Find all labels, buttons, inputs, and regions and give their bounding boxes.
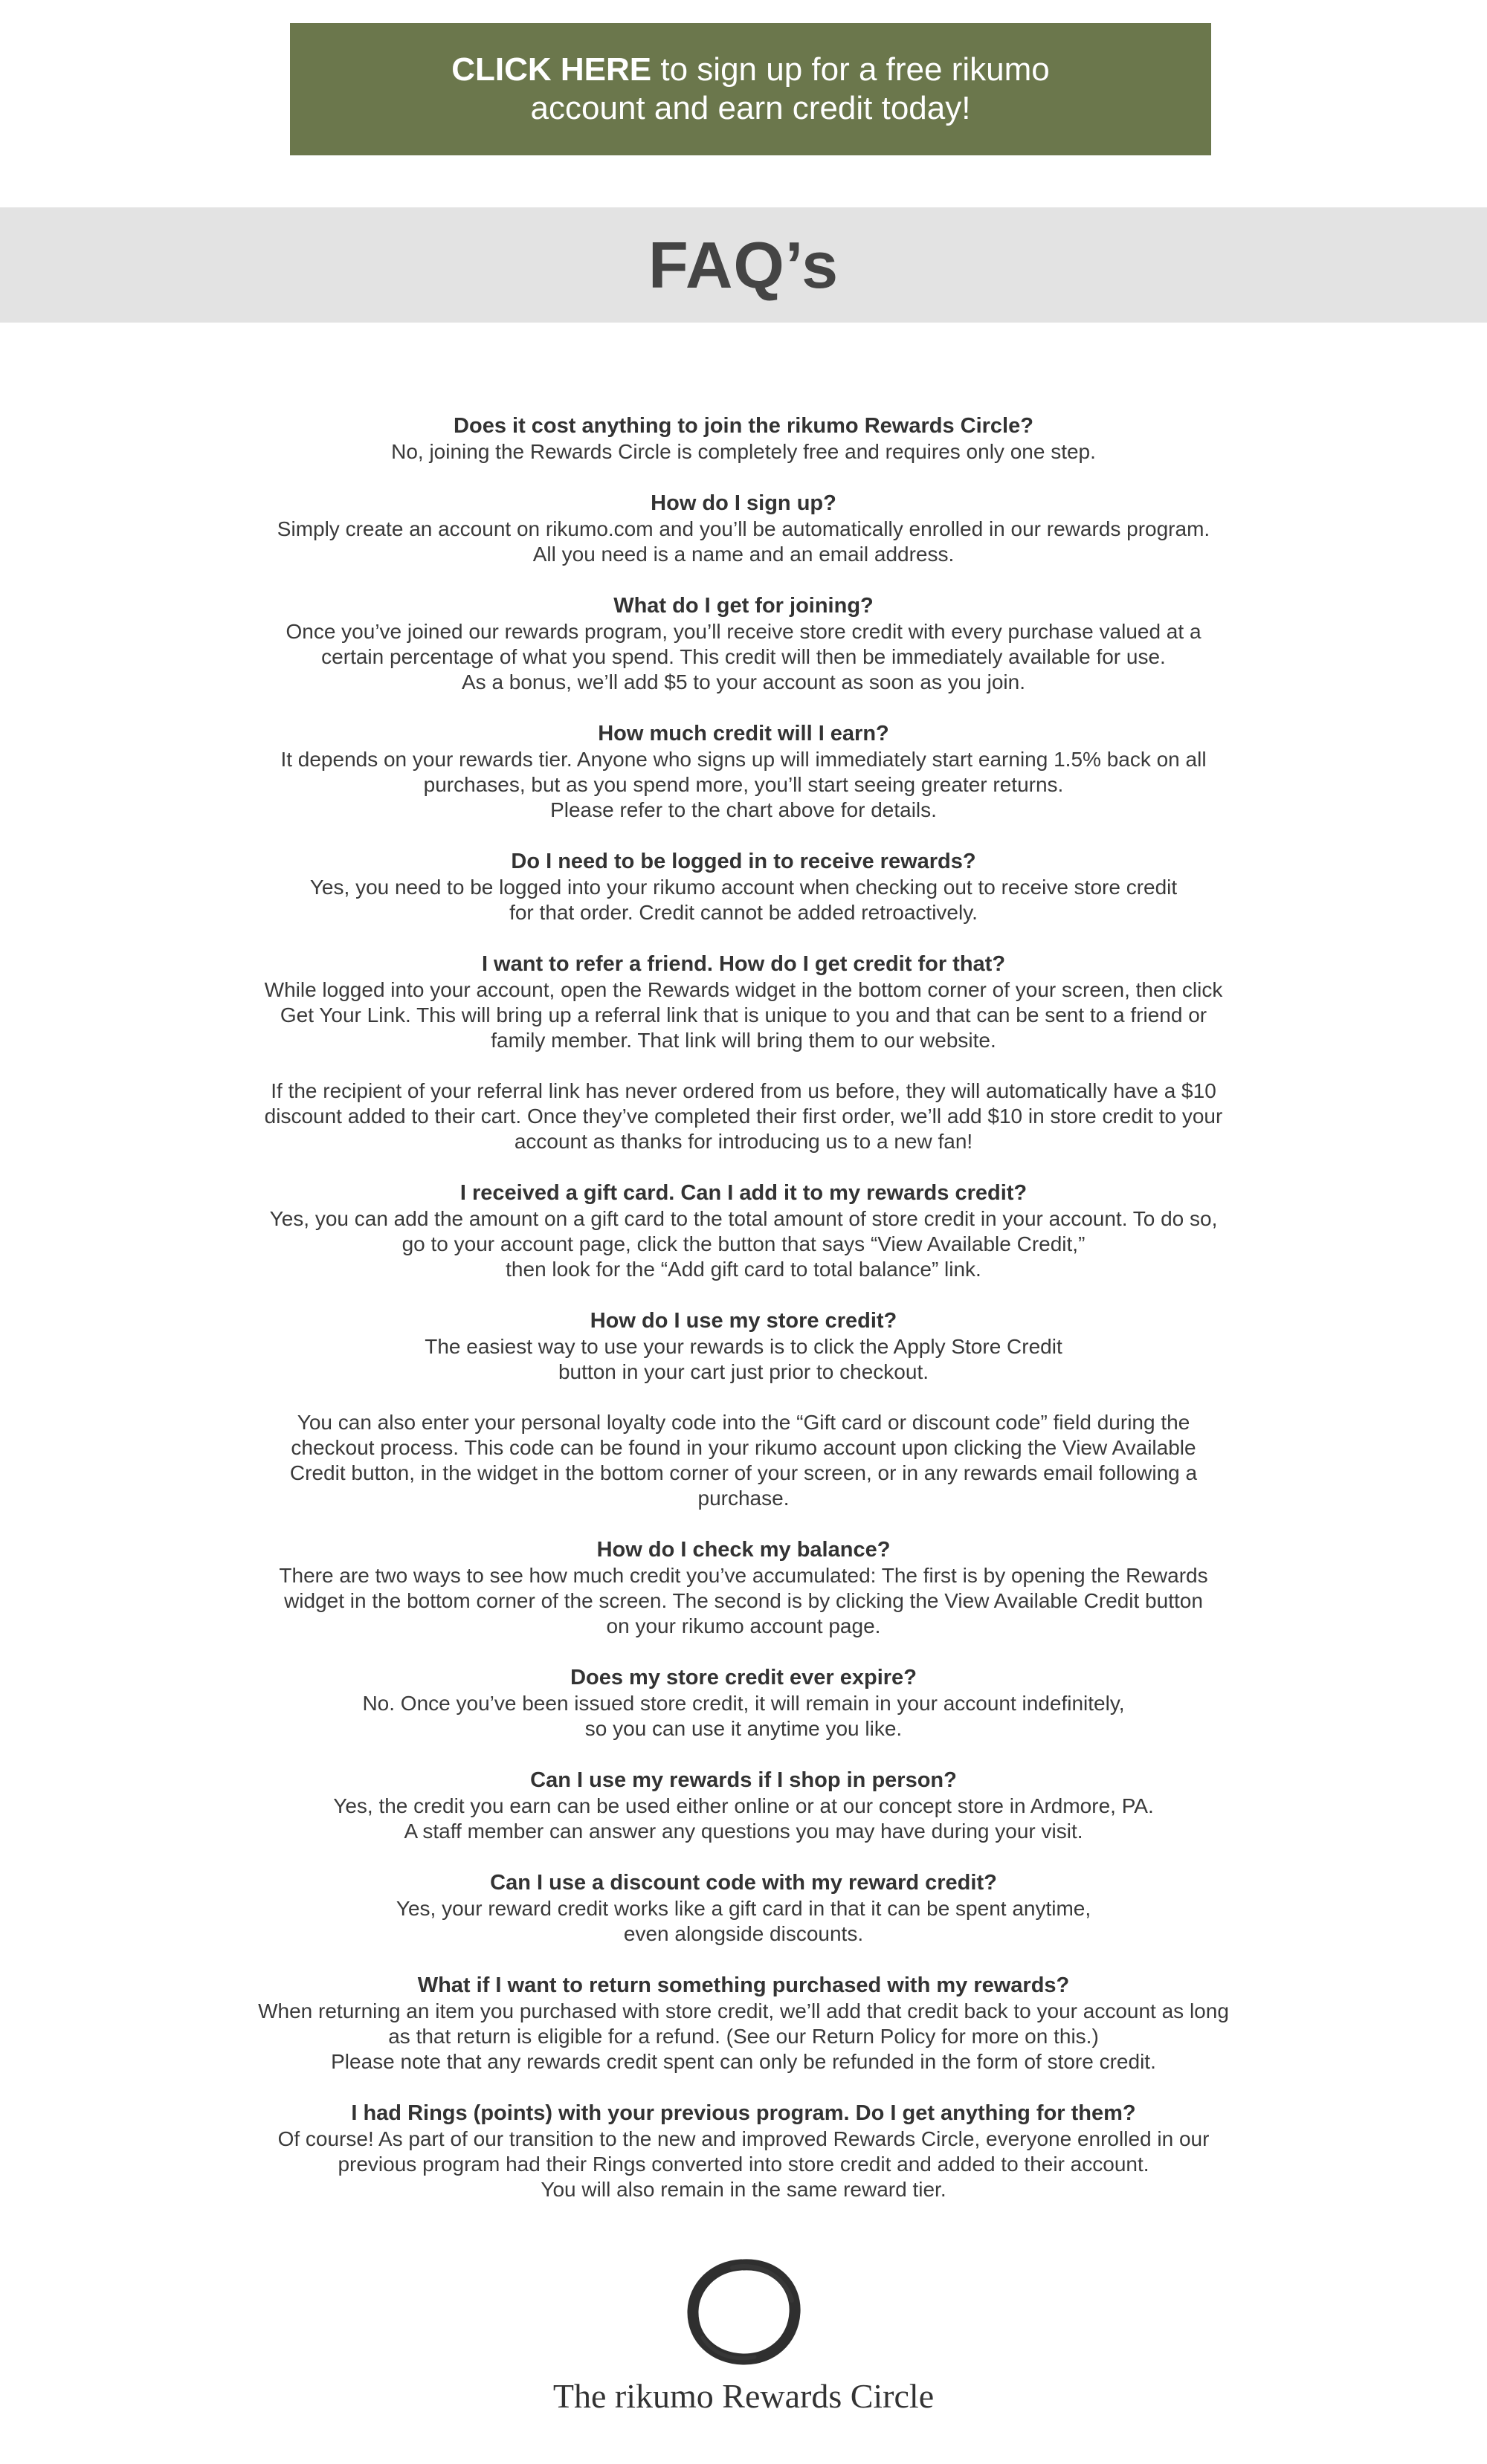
faq-answer [149,619,1338,695]
faq-item [149,592,1338,695]
faq-item [149,1767,1338,1844]
faq-header-band [0,207,1487,323]
faq-answer-line: go to your account page, click the button that says “View Available Credit,” [401,1232,1086,1255]
faq-question: How much credit will I earn? [598,722,889,746]
faq-answer-line: Get Your Link. This will bring up a referral link that is unique to you and that can be sent to a friend or [280,1003,1207,1026]
faq-answer-line: The easiest way to use your rewards is to click the Apply Store Credit [425,1335,1062,1358]
faq-answer-line: widget in the bottom corner of the screen. The second is by clicking the View Available Credit button [284,1589,1203,1612]
faq-item [149,1664,1338,1742]
faq-answer-line: even alongside discounts. [623,1922,864,1945]
faq-question: I had Rings (points) with your previous program. Do I get anything for them? [351,2101,1136,2125]
faq-question: How do I check my balance? [596,1538,891,1562]
faq-answer-line: While logged into your account, open the Rewards widget in the bottom corner of your screen, then click [264,978,1223,1001]
faq-answer [149,1334,1338,1385]
faq-answer-line: Yes, you can add the amount on a gift card to the total amount of store credit in your account. To do so, [269,1207,1218,1230]
faq-answer-line: button in your cart just prior to checkout. [558,1360,929,1383]
signup-cta-button[interactable] [290,23,1211,155]
faq-answer-line: No. Once you’ve been issued store credit, it will remain in your account indefinitely, [362,1692,1125,1715]
faq-list [149,413,1338,2228]
faq-answer-line: on your rikumo account page. [606,1614,881,1637]
faq-answer [149,1079,1338,1154]
faq-question: How do I sign up? [651,491,836,515]
faq-item [149,848,1338,925]
faq-answer-line: As a bonus, we’ll add $5 to your account as soon as you join. [461,670,1026,693]
faq-question: Does my store credit ever expire? [570,1666,917,1689]
brand-name: The rikumo Rewards Circle [552,2377,935,2415]
faq-question: What if I want to return something purchased with my rewards? [417,1973,1070,1997]
faq-answer-line: certain percentage of what you spend. This credit will then be immediately available for use. [321,645,1166,668]
faq-item [149,413,1338,465]
faq-answer [149,1206,1338,1282]
faq-answer-line: for that order. Credit cannot be added retroactively. [509,901,978,924]
faq-answer-line: previous program had their Rings converted into store credit and added to their account. [338,2153,1149,2176]
faq-answer-line: Please note that any rewards credit spent can only be refunded in the form of store credit. [331,2050,1156,2073]
faq-answer-line: When returning an item you purchased with store credit, we’ll add that credit back to your account as long [258,1999,1229,2022]
faq-answer-line: There are two ways to see how much credit you’ve accumulated: The first is by opening the Rewards [279,1564,1208,1587]
faq-item [149,2100,1338,2202]
faq-answer-line: It depends on your rewards tier. Anyone who signs up will immediately start earning 1.5% back on all [280,748,1207,771]
faq-answer-line: as that return is eligible for a refund. (See our Return Policy for more on this.) [388,2025,1099,2048]
faq-answer-line: All you need is a name and an email address. [532,543,955,566]
faq-question: Does it cost anything to join the rikumo Rewards Circle? [454,414,1033,438]
cta-line-2: account and earn credit today! [530,90,971,126]
faq-answer-line: Once you’ve joined our rewards program, you’ll receive store credit with every purchase valued at a [286,620,1201,643]
faq-item [149,720,1338,823]
faq-question: I received a gift card. Can I add it to my rewards credit? [459,1181,1028,1205]
faq-answer [149,2127,1338,2202]
enso-circle-icon [680,2256,807,2367]
faq-answer-line: Yes, the credit you earn can be used either online or at our concept store in Ardmore, PA. [333,1794,1154,1817]
faq-item [149,1869,1338,1947]
faq-answer-line: Credit button, in the widget in the bottom corner of your screen, or in any rewards email following a [289,1461,1198,1484]
faq-answer [149,1410,1338,1511]
faq-item [149,1180,1338,1282]
faq-answer-line: account as thanks for introducing us to a new fan! [514,1130,973,1153]
faq-answer-line: Yes, you need to be logged into your rikumo account when checking out to receive store credit [309,876,1178,899]
faq-answer [149,1999,1338,2075]
faq-item [149,490,1338,567]
faq-answer-line: You will also remain in the same reward tier. [541,2178,946,2201]
faq-answer-line: checkout process. This code can be found in your rikumo account upon clicking the View Available [291,1436,1196,1459]
faq-answer-line: Of course! As part of our transition to the new and improved Rewards Circle, everyone enrolled in our [277,2127,1210,2150]
cta-line-1-rest: to sign up for a free rikumo [651,51,1050,88]
faq-answer-line: purchases, but as you spend more, you’ll start seeing greater returns. [423,773,1064,796]
faq-answer-line: then look for the “Add gift card to total balance” link. [506,1258,981,1281]
faq-question: What do I get for joining? [613,594,874,618]
faq-question: How do I use my store credit? [590,1309,897,1333]
faq-answer [149,1563,1338,1639]
faq-answer [149,977,1338,1053]
faq-answer-line: If the recipient of your referral link has never ordered from us before, they will automatically have a $10 [271,1079,1216,1102]
faq-answer-line: Please refer to the chart above for details. [550,798,937,821]
faq-heading: FAQ’s [648,227,839,302]
faq-answer [149,747,1338,823]
faq-answer [149,875,1338,925]
faq-answer-line: A staff member can answer any questions you may have during your visit. [404,1820,1083,1843]
faq-answer-line: discount added to their cart. Once they’ve completed their first order, we’ll add $10 in store credit to your [264,1105,1223,1128]
rewards-footer [0,2256,1487,2416]
faq-answer-line: family member. That link will bring them to our website. [491,1029,996,1052]
faq-item [149,1972,1338,2075]
faq-answer [149,1794,1338,1844]
faq-answer [149,439,1338,465]
faq-answer [149,1691,1338,1742]
faq-answer-line: Simply create an account on rikumo.com and you’ll be automatically enrolled in our rewards program. [277,517,1210,540]
faq-item [149,1307,1338,1511]
faq-question: I want to refer a friend. How do I get credit for that? [481,952,1006,976]
faq-answer-line: so you can use it anytime you like. [584,1717,903,1740]
faq-answer-line: Yes, your reward credit works like a gift card in that it can be spent anytime, [396,1897,1091,1920]
faq-answer-line: No, joining the Rewards Circle is completely free and requires only one step. [391,440,1096,463]
faq-answer-line: purchase. [697,1487,790,1510]
faq-answer [149,517,1338,567]
cta-line-1 [451,51,1050,89]
faq-answer-line: You can also enter your personal loyalty code into the “Gift card or discount code” field during the [297,1411,1190,1434]
faq-item [149,951,1338,1154]
faq-question: Can I use a discount code with my reward credit? [490,1871,997,1895]
faq-answer [149,1896,1338,1947]
faq-question: Can I use my rewards if I shop in person? [530,1768,957,1792]
cta-lead: CLICK HERE [451,51,652,88]
faq-question: Do I need to be logged in to receive rewards? [511,850,976,873]
faq-item [149,1536,1338,1639]
